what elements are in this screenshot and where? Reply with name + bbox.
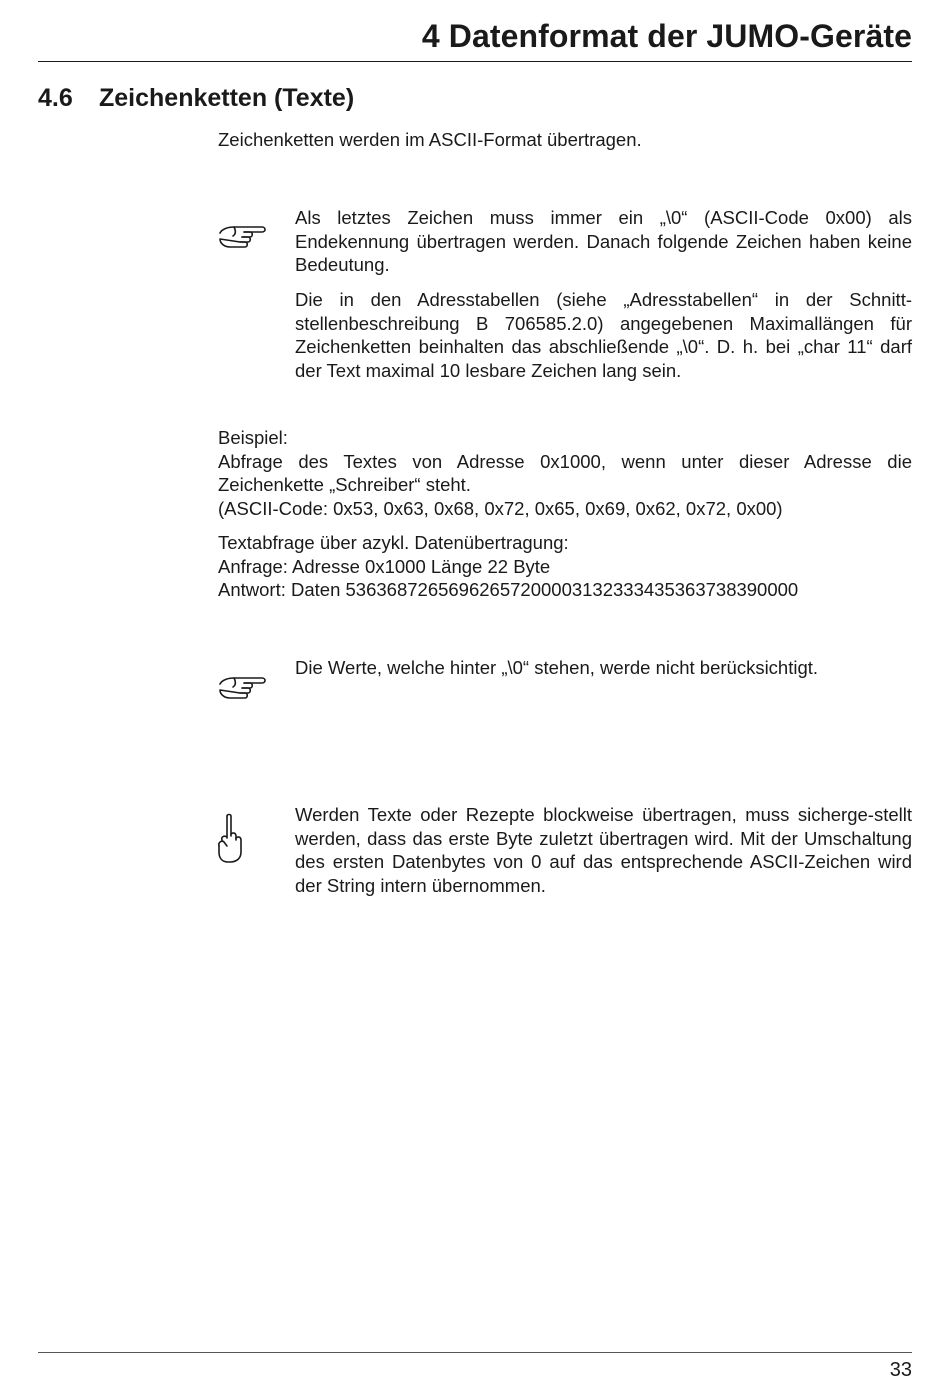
note1-paragraph2: Die in den Adresstabellen (siehe „Adresstabellen“ in der Schnitt-stellenbeschreibung B 706585.2.0) angegebenen Maximallängen für Zeichenketten beinhalten das abschließende „\0“. D. h. bei „char 11“ darf der Text maximal 10 lesbare Zeichen lang sein. — [295, 289, 912, 381]
query-block — [218, 531, 912, 602]
example-block — [218, 426, 912, 520]
example-ascii-codes: (ASCII-Code: 0x53, 0x63, 0x68, 0x72, 0x65, 0x69, 0x62, 0x72, 0x00) — [218, 497, 783, 519]
section-title: Zeichenketten (Texte) — [99, 84, 355, 112]
example-text: Abfrage des Textes von Adresse 0x1000, wenn unter dieser Adresse die Zeichenkette „Schreiber“ steht. — [218, 450, 912, 495]
raised-finger-icon — [214, 812, 244, 866]
query-request: Anfrage: Adresse 0x1000 Länge 22 Byte — [218, 555, 551, 577]
query-title: Textabfrage über azykl. Datenübertragung: — [218, 532, 569, 553]
page-number: 33 — [889, 1359, 912, 1381]
note1-paragraph1: Als letztes Zeichen muss immer ein „\0“ (ASCII-Code 0x00) als Endekennung übertragen werden. Danach folgende Zeichen haben keine Bedeutung. — [295, 207, 912, 275]
section-heading — [38, 84, 354, 113]
chapter-title: 4 Datenformat der JUMO-Geräte — [421, 18, 912, 54]
intro-paragraph: Zeichenketten werden im ASCII-Format übertragen. — [218, 129, 642, 150]
query-response: Antwort: Daten 53636872656962657200003132333435363738390000 — [218, 579, 799, 600]
pointing-hand-icon — [216, 670, 270, 706]
note2-paragraph: Die Werte, welche hinter „\0“ stehen, werde nicht berücksichtigt. — [295, 657, 819, 678]
pointing-hand-icon — [216, 219, 270, 255]
note3-paragraph: Werden Texte oder Rezepte blockweise übertragen, muss sicherge-stellt werden, dass das erste Byte zuletzt übertragen wird. Mit der Umschaltung des ersten Datenbytes von 0 auf das entsprechende ASCII-Zeichen wird der String intern übernommen. — [295, 804, 912, 896]
section-number: 4.6 — [38, 84, 73, 112]
example-label: Beispiel: — [218, 427, 288, 448]
header-rule — [38, 61, 912, 62]
footer-rule — [38, 1352, 912, 1353]
